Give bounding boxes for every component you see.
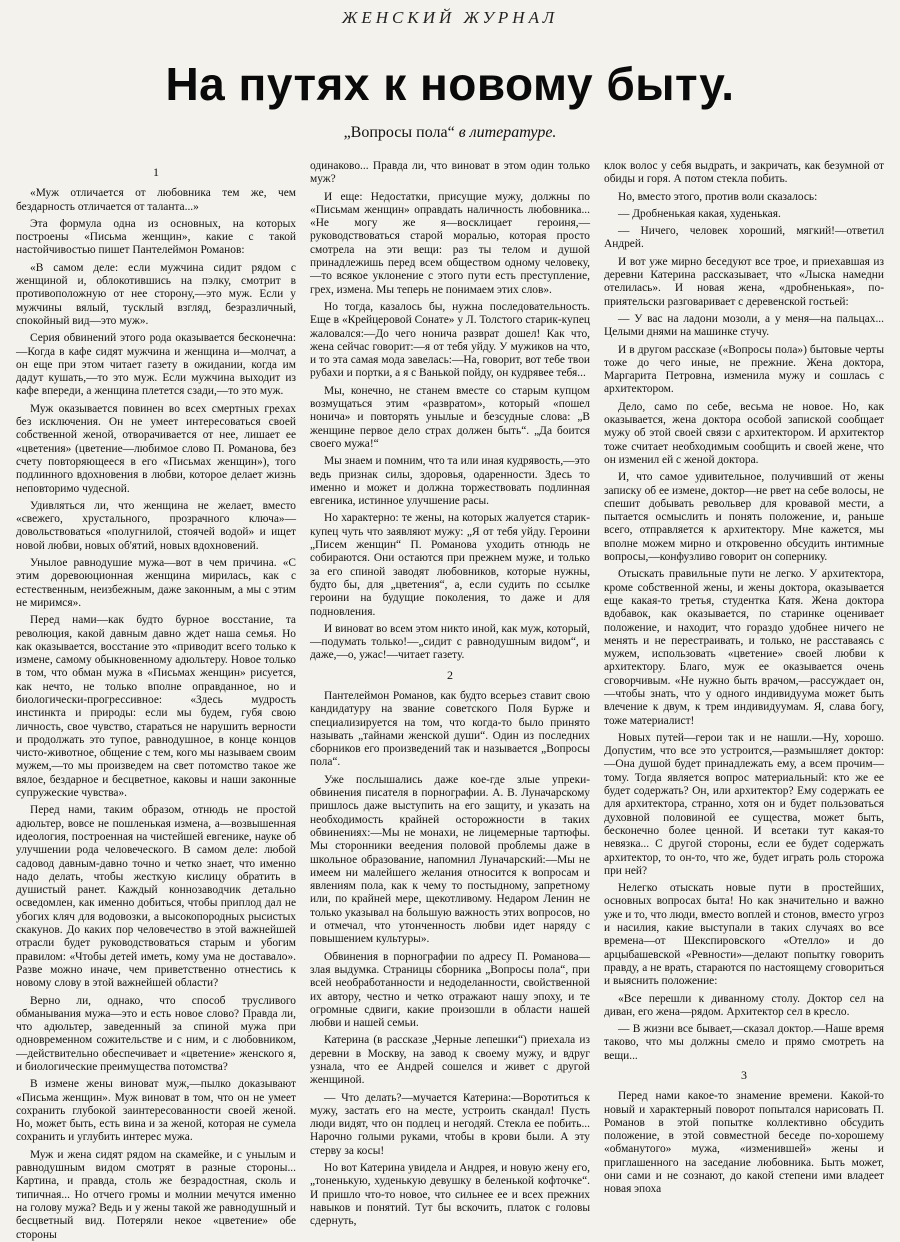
paragraph: Унылое равнодушие мужа—вот в чем причина. «С этим доревоюционная женщина мирилась, как с естественным, неизбежным, даже законным, а мы с этим не миримся». [16,557,296,609]
paragraph: Эта формула одна из основных, на которых построены «Письма женщин», какие с такой настойчивостью пишет Пантелеймон Романов: [16,217,296,257]
paragraph: В измене жены виноват муж,—пылко доказывают «Письма женщин». Муж виноват в том, что он не умеет сохранить глубокой заинтересованности своей женой. Но, может быть, есть вина и за женой, которая не сумела сохранить и углубить интерес мужа. [16,1078,296,1144]
paragraph: Перед нами—как будто бурное восстание, та революция, какой давным давно ждет наша семья. Но как оказывается, восстание это «приводит всего только к измене, самому обыкновенному адюльтеру. Новое только в том, что обман мужа в «Письмах женщин» рисуется, как нечто, не только вполне оправданное, но и биологически-прогрессивное: «Здесь мудрость инстинкта и природы: если мы будем, губя свою личность, свое чувство, стараться не нарушить верности и продолжать это тупое, равнодушное, в конце концов чисто-животное, общение с тем, кого мы называем своим мужем,—то мы произведем на свет потомство такое же вялое, бездарное и бесцветное, каковы и наши законные супружеские чувства». [16,614,296,800]
article-subtitle [16,124,884,142]
paragraph: И виноват во всем этом никто иной, как муж, который,—подумать только!—„сидит с равнодушным видом“, и даже,—о, ужас!—читает газету. [310,622,590,662]
paragraph: — Ничего, человек хороший, мягкий!—ответил Андрей. [604,225,884,251]
paragraph: Перед нами, таким образом, отнюдь не простой адюльтер, вовсе не пошленькая измена, а—возвышенная идеология, построенная на чистейшей евгенике, науке об улучшении рода человеческого. В самом деле: любой садовод давным-давно точно и четко знает, что именно надо делать, чтобы жесткую кислицу обратить в душистый ранет. Каждый коннозаводчик детально осведомлен, как именно добиться, чтобы приплод дал не убогих кляч для водовозки, а высокопородных рысистых скакунов. До каких пор человечество в этой важнейшей отрасли будет руководствоваться старым и убогим правилом: «Чтобы детей иметь, кому ума не доставало». Разве можно иначе, чем приветственно отнестись к новому слову в этой важнейшей области? [16,804,296,990]
paragraph: Отыскать правильные пути не легко. У архитектора, кроме собственной жены, и жены доктора, оказывается еще какая-то третья, студентка Катя. Жена доктора вдобавок, как оказывается, по старинке оценивает положение, и находит, что гораздо удобнее ничего не менять и не перестраивать, и только, не расставаясь с мужем, использовать «цветение» своей любви к архитектору. Благо, муж ее оказывается очень сговорчивым. «Не нужно быть врачом,—рассуждает он,—чтобы знать, что у одного индивидуума может быть влечение к двум, к трем индивидуумам. Я, слава богу, тоже материалист! [604,568,884,727]
paragraph: Муж оказывается повинен во всех смертных грехах без исключения. Он не умеет интересоваться своей собственной женой, отворачивается от нее, лишает ее «цветения» (цветение—любимое слово П. Романова, без счету повторяющееся в его «Письмах женщин»), того подлинного вдохновения в любви, которое делает жизнь неповторимо чудесной. [16,402,296,495]
paragraph: И в другом рассказе («Вопросы пола») бытовые черты тоже до чего иные, не прежние. Жена доктора, Маргарита Петровна, изменила мужу и сошлась с архитектором. [604,343,884,396]
paragraph: Мы знаем и помним, что та или иная кудрявость,—это ведь признак силы, здоровья, одаренности. Здесь то именно и может и должна торжествовать подлинная евгеника, истинное улучшение расы. [310,455,590,508]
paragraph: Серия обвинений этого рода оказывается бесконечна:—Когда в кафе сидят мужчина и женщина и—молчат, а он еще при этом читает газету в ожидании, когда им дадут кушать,—то это муж. Если мужчина выходит из кафе впереди, а женщина плетется сзади,—то это муж. [16,332,296,398]
paragraph: Мы, конечно, не станем вместе со старым купцом возмущаться этим «развратом», который «пошел нонича» и повторять унылые и безсудные слова: „В женщине первое дело страх должен быть“. „Да боится своего мужа!“ [310,384,590,450]
paragraph: «Муж отличается от любовника тем же, чем бездарность отличается от таланта...» [16,187,296,213]
paragraph: — Дробненькая какая, худенькая. [618,207,781,220]
paragraph: И еще: Недостатки, присущие мужу, должны по «Письмам женщин» оправдать наличность любовника... «Не могу же я—восклицает героиня,—руководствоваться старой моралью, которая просто смотрела на эти вещи: раз ты телом и душой принадлежишь перед всем обществом одному человеку,—то всякое уклонение с этого пути есть преступление, грех, измена. Мы теперь не понимаем этих слов». [310,190,590,296]
paragraph: Но тогда, казалось бы, нужна последовательность. Еще в «Крейцеровой Сонате» у Л. Толстого старик-купец жаловался:—До чего нонича разврат дошел! Как что, жена сейчас говорит:—я от тебя уйду. У мужиков на что, и то эта самая мода завелась:—На, говорит, вот тебе твои рубахи и портки, а я с Ванькой пойду, он кудрявее тебя... [310,300,590,380]
subtitle-rest: в литературе. [454,124,557,141]
paragraph: И вот уже мирно беседуют все трое, и приехавшая из деревни Катерина рассказывает, что «Лыска намедни отелилась». И новая жена, «дробненькая», по-приятельски разговаривает с деревенской гостьей: [604,255,884,308]
paragraph: — Что делать?—мучается Катерина:—Воротиться к мужу, застать его на месте, устроить скандал! Пусть люди видят, что он подлец и негодяй. Стекла ее побить... Нарочно голыми руками, чтобы в крови были. А эту стерву за косы! [310,1091,590,1157]
paragraph: «В самом деле: если мужчина сидит рядом с женщиной и, облокотившись на пэлку, смотрит в противоположную от нее сторону,—это муж. Если у мужчины вялый, тусклый взгляд, безразличный, спокойный вид—это муж». [16,261,296,327]
paragraph: Новых путей—герои так и не нашли.—Ну, хорошо. Допустим, что все это устроится,—размышляет доктор:—Она душой будет принадлежать ему, а всем прочим—тому. Тогда является вопрос материальный: кто же ее будет содержать? Он, или архитектор? Ему содержать ее для архитектора, странно, хотя он и будет пользоваться духовной половиной ее существа, может быть, бесконечно более ценной. И всетаки тут какая-то невязка... С другой стороны, если ее будет содержать архитектор, то он-то, что же, будет играть роль сторожа при ней? [604,731,884,877]
article-body [16,160,884,1241]
paragraph: — В жизни все бывает,—сказал доктор.—Наше время таково, что мы должны смело и прямо смотреть на вещи... [604,1023,884,1062]
paragraph: клок волос у себя выдрать, и закричать, как безумной от обиды и горя. А потом стекла побить. [604,160,884,186]
article-title: На путях к новому быту. [165,58,735,110]
text-column-2 [310,160,590,1230]
section-number: 1 [153,165,159,179]
subtitle-quoted: „Вопросы пола“ [343,124,455,141]
paragraph: — У вас на ладони мозоли, а у меня—на пальцах... Целыми днями на машинке стучу. [604,312,884,339]
paragraph: Но, вместо этого, против воли сказалось: [618,190,818,203]
section-number: 2 [447,667,453,682]
text-column-3 [604,160,884,1230]
paragraph: «Все перешли к диванному столу. Доктор сел на диван, его жена—рядом. Архитектор сел в кресло. [604,992,884,1018]
paragraph: Уже послышались даже кое-где злые упреки-обвинения писателя в порнографии. А. В. Луначарскому пришлось даже выступить на его защиту, и указать на необходимость крайней осторожности в таких обвинениях:—Мы не монахи, не лицемерные тартюфы. Мы сторонники веедения половой проблемы даже в школьное образование, напомнил Луначарский:—Мы не имеем ни малейшего желания относится к вопросам и явлениям пола, как к чему то постыдному, запретному или, по крайней мере, щекотливому. Недаром Ленин не только указывал на большую важность этих вопросов, но и отмечал, что утонченность любви идет наряду с повышением культуры». [310,773,590,946]
paragraph: Нелегко отыскать новые пути в простейших, основных вопросах быта! Но как значительно и важно уже и то, что люди, вместо воплей и стонов, вместо угроз и насилия, какие выступали в таких случаях во все времена—от Шекспировского «Отелло» и до арцыбашевской «Ревности»—делают попытку говорить правду, а не врать, стараются по настоящему сговориться и выяснить положение: [604,882,884,988]
text-column-1 [16,160,296,1241]
paragraph: Удивляться ли, что женщина не желает, вместо «свежего, хрустального, прозрачного ключа»—довольствоваться «полугнилой, стоячей водой» и ищет новой любви, новых об'ятий, новых вдохновений. [16,499,296,552]
paragraph: одинаково... Правда ли, что виноват в этом один только муж? [310,160,590,186]
section-number: 3 [741,1068,747,1082]
paragraph: Дело, само по себе, весьма не новое. Но, как оказывается, жена доктора особой запиской сообщает мужу об этой своей связи с архитектором. И архитектор тоже считает необходимым сообщить и своей жене, что он изменил ей с женой доктора. [604,400,884,466]
paragraph: Обвинения в порнографии по адресу П. Романова—злая выдумка. Страницы сборника „Вопросы пола“, при всей необработанности и недоделанности, свойственной их автору, честно и четко отражают нашу эпоху, и те огромные сдвиги, какие произошли в области нашей любви и нашей семьи. [310,950,590,1030]
paragraph: Перед нами какое-то знамение времени. Какой-то новый и характерный поворот попытался нарисовать П. Романов в этой попытке коллективно обсудить положение, в этой совместной беседе по-хорошему «обманутого» мужа, «изменившей» жены и приглашенного на заседание любовника. Быть может, они сами и не сознают, до какой степени ими владеет новая эпоха [604,1090,884,1196]
paragraph: Катерина (в рассказе „Черные лепешки“) приехала из деревни в Москву, на завод к своему мужу, и вдруг узнала, что ее Андрей сошелся и живет с другой женщиной. [310,1034,590,1087]
paragraph: Муж и жена сидят рядом на скамейке, и с унылым и равнодушным видом смотрят в разные стороны... Картина, и правда, столь же безрадостная, сколь и типичная... Но отчего громы и молнии мечутся именно на голову мужа? Ведь и у жены такой же равнодушный и бесцветный вид. Потеряли некое «цветение» обе стороны [16,1148,296,1241]
paragraph: Верно ли, однако, что способ трусливого обманывания мужа—это и есть новое слово? Правда ли, что адюльтер, заведенный за спиной мужа при одновременном сожительстве и с ним, и с любовником,—действительно обеспечивает и «цветение» женского я, и биологические преимущества потомства? [16,994,296,1073]
journal-masthead: ЖЕНСКИЙ ЖУРНАЛ [341,8,559,27]
paragraph: Пантелеймон Романов, как будто всерьез ставит свою кандидатуру на звание советского Поля Бурже и специализируется на том, что когда-то было принято называть „тайнами женской души“. Один из последних сборников его произведений так и называется „Вопросы пола“. [310,689,590,769]
paragraph: Но характерно: те жены, на которых жалуется старик-купец чуть что заявляют мужу: „Я от тебя уйду. Героини „Писем женщин“ П. Романова уходить отнюдь не собираются. Они остаются при прежнем муже, и только за его спиной заводят любовников, которые нужны, будто бы, для „цветения“, а, если судить по ссылке героини на будущие поколения, то даже и для подновления. [310,512,590,618]
paragraph: Но вот Катерина увидела и Андрея, и новую жену его, „тоненькую, худенькую девушку в беленькой кофточке“. И пришло что-то новое, что сильнее ее и всех прежних навыков и понятий. Тут бы вскочить, платок с головы сдернуть, [310,1162,590,1228]
paragraph: И, что самое удивительное, получивший от жены записку об ее измене, доктор—не рвет на себе волосы, не спешит добывать револьвер для кровавой мести, а пытается осмыслить и понять положение, и, раньше всего, отправляется к архитектору. Мне кажется, мы вполне можем мирно и откровенно обсудить интимные вопросы,—конфузливо говорит он сопернику. [604,471,884,564]
